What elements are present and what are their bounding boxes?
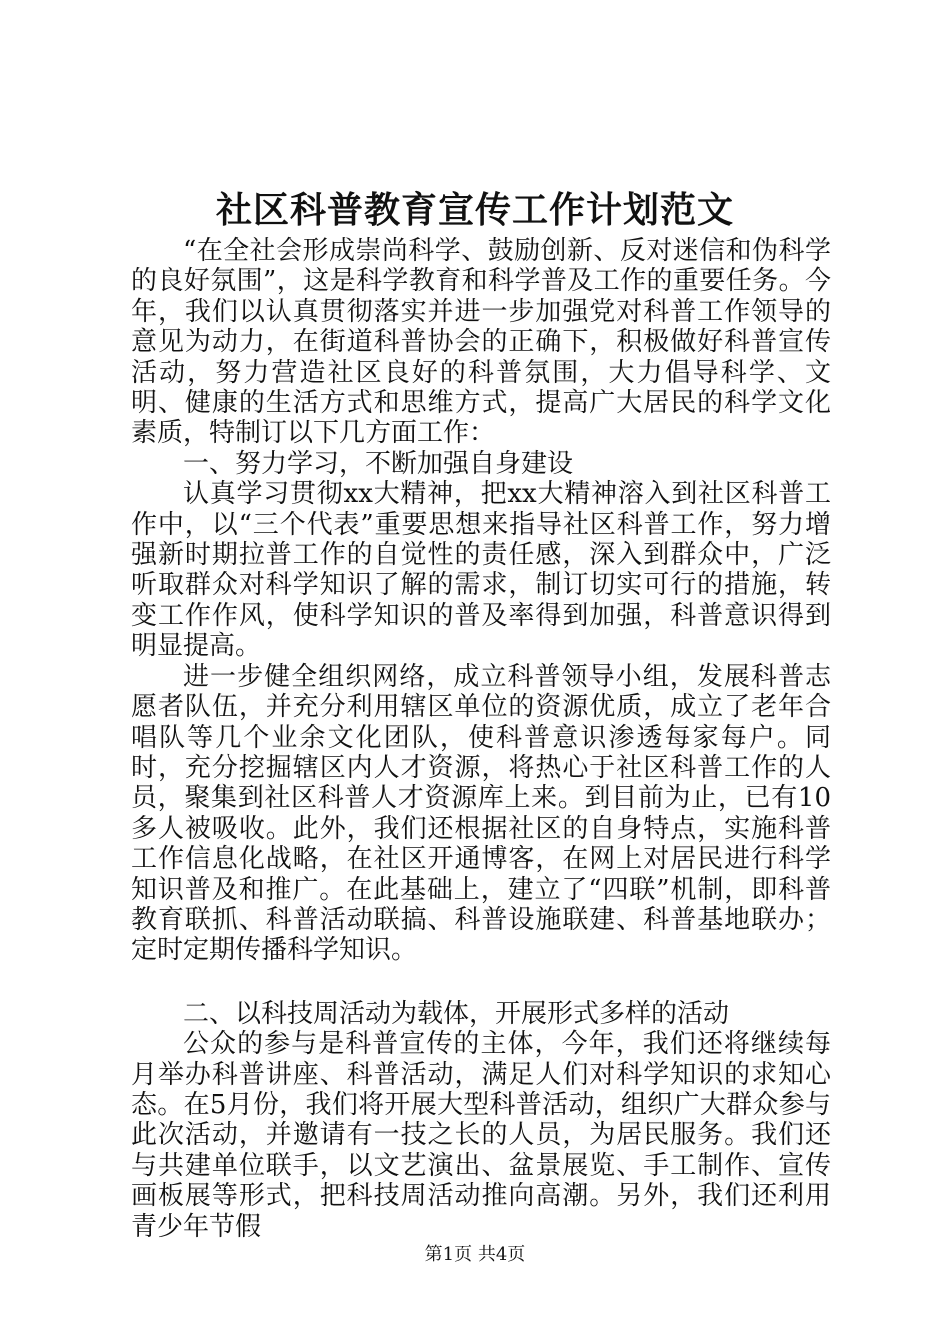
paragraph-intro: “在全社会形成崇尚科学、鼓励创新、反对迷信和伪科学的良好氛围”，这是科学教育和科学普及工作的重要任务。今年，我们以认真贯彻落实并进一步加强党对科普工作领导的意见为动力，在街道科普协会的正确下，积极做好科普宣传活动，努力营造社区良好的科普氛围，大力倡导科学、文明、健康的生活方式和思维方式，提高广大居民的科学文化素质，特制订以下几方面工作： bbox=[131, 236, 831, 449]
section-heading-1: 一、努力学习，不断加强自身建设 bbox=[183, 448, 574, 479]
paragraph-gap bbox=[131, 966, 831, 999]
paragraph-study: 认真学习贯彻xx大精神，把xx大精神溶入到社区科普工作中，以“三个代表”重要思想来指导社区科普工作，努力增强新时期拉普工作的自觉性的责任感，深入到群众中，广泛听取群众对科学知识了解的需求，制订切实可行的措施，转变工作作风，使科学知识的普及率得到加强，科普意识得到明显提高。 bbox=[131, 479, 831, 662]
section-heading-2: 二、以科技周活动为载体，开展形式多样的活动 bbox=[183, 998, 730, 1029]
document-title: 社区科普教育宣传工作计划范文 bbox=[215, 189, 734, 231]
document-body bbox=[131, 236, 831, 1242]
page-footer: 第1页 共4页 bbox=[424, 1244, 526, 1265]
paragraph-network: 进一步健全组织网络，成立科普领导小组，发展科普志愿者队伍，并充分利用辖区单位的资源优质，成立了老年合唱队等几个业余文化团队，使科普意识渗透每家每户。同时，充分挖掘辖区内人才资源，将热心于社区科普工作的人员，聚集到社区科普人才资源库上来。到目前为止，已有10多人被吸收。此外，我们还根据社区的自身特点，实施科普工作信息化战略，在社区开通博客，在网上对居民进行科学知识普及和推广。在此基础上，建立了“四联”机制，即科普教育联抓、科普活动联搞、科普设施联建、科普基地联办；定时定期传播科学知识。 bbox=[131, 661, 831, 966]
paragraph-activities: 公众的参与是科普宣传的主体，今年，我们还将继续每月举办科普讲座、科普活动，满足人们对科学知识的求知心态。在5月份，我们将开展大型科普活动，组织广大群众参与此次活动，并邀请有一技之长的人员，为居民服务。我们还与共建单位联手，以文艺演出、盆景展览、手工制作、宣传画板展等形式，把科技周活动推向高潮。另外，我们还利用青少年节假 bbox=[131, 1029, 831, 1242]
